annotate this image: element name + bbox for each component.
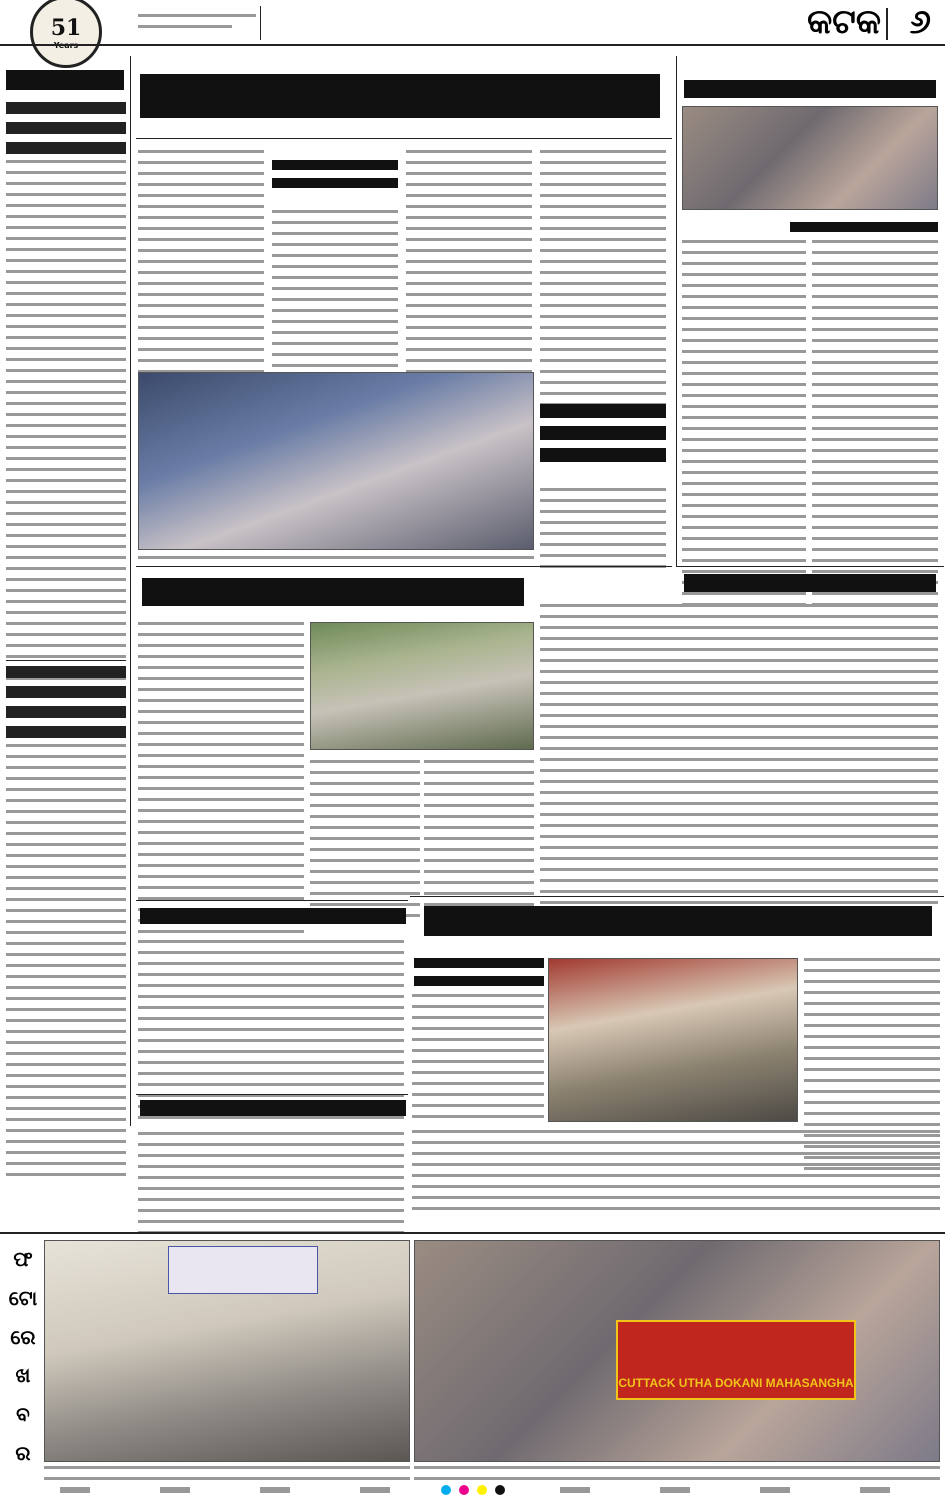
print-bar-4 <box>360 1487 390 1493</box>
fourth-article <box>138 1132 404 1242</box>
photo-news-1-caption <box>44 1466 410 1488</box>
photo-box-letter-6: ର <box>15 1440 31 1465</box>
photo-news-2-banner <box>616 1320 856 1400</box>
lead-article-col-4 <box>540 150 666 414</box>
left-column-rule <box>130 56 131 1126</box>
second-article-col-3 <box>424 760 534 925</box>
feature-subhead <box>414 958 544 994</box>
dateline <box>138 10 258 40</box>
right-article-1-col-2 <box>812 240 938 614</box>
lead-headline-rule <box>136 138 672 139</box>
photo-box-letter-2: ଟୋ <box>8 1285 38 1310</box>
briefs-label <box>6 70 124 90</box>
section-divider <box>886 8 888 40</box>
registration-dot-black <box>495 1485 505 1495</box>
right-article-1-col-1 <box>682 240 806 614</box>
masthead-divider <box>260 6 261 40</box>
left-article-2 <box>6 744 126 1184</box>
registration-dot-magenta <box>459 1485 469 1495</box>
print-bar-1 <box>60 1487 90 1493</box>
third-article <box>138 940 404 1127</box>
lead-subhead <box>272 160 398 196</box>
right-photo-1 <box>682 106 938 210</box>
print-bar-2 <box>160 1487 190 1493</box>
second-photo <box>310 622 534 750</box>
feature-photo <box>548 958 798 1122</box>
second-headline <box>142 578 524 614</box>
photo-news-2-caption <box>414 1466 940 1488</box>
photo-box-letter-5: ବ <box>16 1401 30 1426</box>
photo-box-letter-1: ଫ <box>13 1247 33 1272</box>
right-divider-1 <box>676 566 944 567</box>
center-right-headline <box>540 404 666 470</box>
right-article-2 <box>540 604 938 912</box>
photo-box-letter-4: ଖ <box>15 1363 31 1388</box>
print-bar-8 <box>860 1487 890 1493</box>
center-right-article <box>540 488 666 576</box>
third-headline <box>140 908 406 932</box>
feature-article-col-3 <box>412 1130 940 1218</box>
left-divider-1 <box>6 660 126 661</box>
registration-dot-cyan <box>441 1485 451 1495</box>
fourth-headline <box>140 1100 406 1124</box>
feature-top-rule <box>410 896 944 897</box>
photo-box-letter-3: ରେ <box>10 1324 36 1349</box>
left-headline-1 <box>6 102 126 162</box>
right-headline-1 <box>684 80 936 106</box>
registration-dot-yellow <box>477 1485 487 1495</box>
left-article-1 <box>6 160 126 699</box>
feature-article-col-1 <box>412 994 544 1126</box>
masthead-rule <box>0 44 945 46</box>
third-headline-top-rule <box>136 900 408 901</box>
fourth-headline-top-rule <box>136 1094 408 1095</box>
print-bar-3 <box>260 1487 290 1493</box>
second-headline-top-rule <box>136 566 672 567</box>
feature-headline <box>424 906 932 944</box>
photo-news-2-banner-text: CUTTACK UTHA DOKANI MAHASANGHA <box>618 1376 854 1390</box>
lead-photo <box>138 372 534 550</box>
print-bar-6 <box>660 1487 690 1493</box>
anniversary-badge <box>30 0 102 68</box>
page-number: ୬ <box>909 2 931 42</box>
left-headline-2 <box>6 666 126 746</box>
print-bar-5 <box>560 1487 590 1493</box>
anniversary-number: 51 <box>50 14 82 41</box>
photo-box-top-rule <box>0 1232 945 1234</box>
right-headline-2 <box>684 574 936 600</box>
photo-box-label <box>8 1240 38 1472</box>
section-title: କଟକ <box>807 2 881 42</box>
print-bar-7 <box>760 1487 790 1493</box>
right-column-rule <box>676 56 677 566</box>
lead-headline <box>140 74 660 126</box>
right-subhead-1 <box>790 222 938 240</box>
second-article-col-1 <box>138 622 304 941</box>
photo-news-1-banner <box>168 1246 318 1294</box>
